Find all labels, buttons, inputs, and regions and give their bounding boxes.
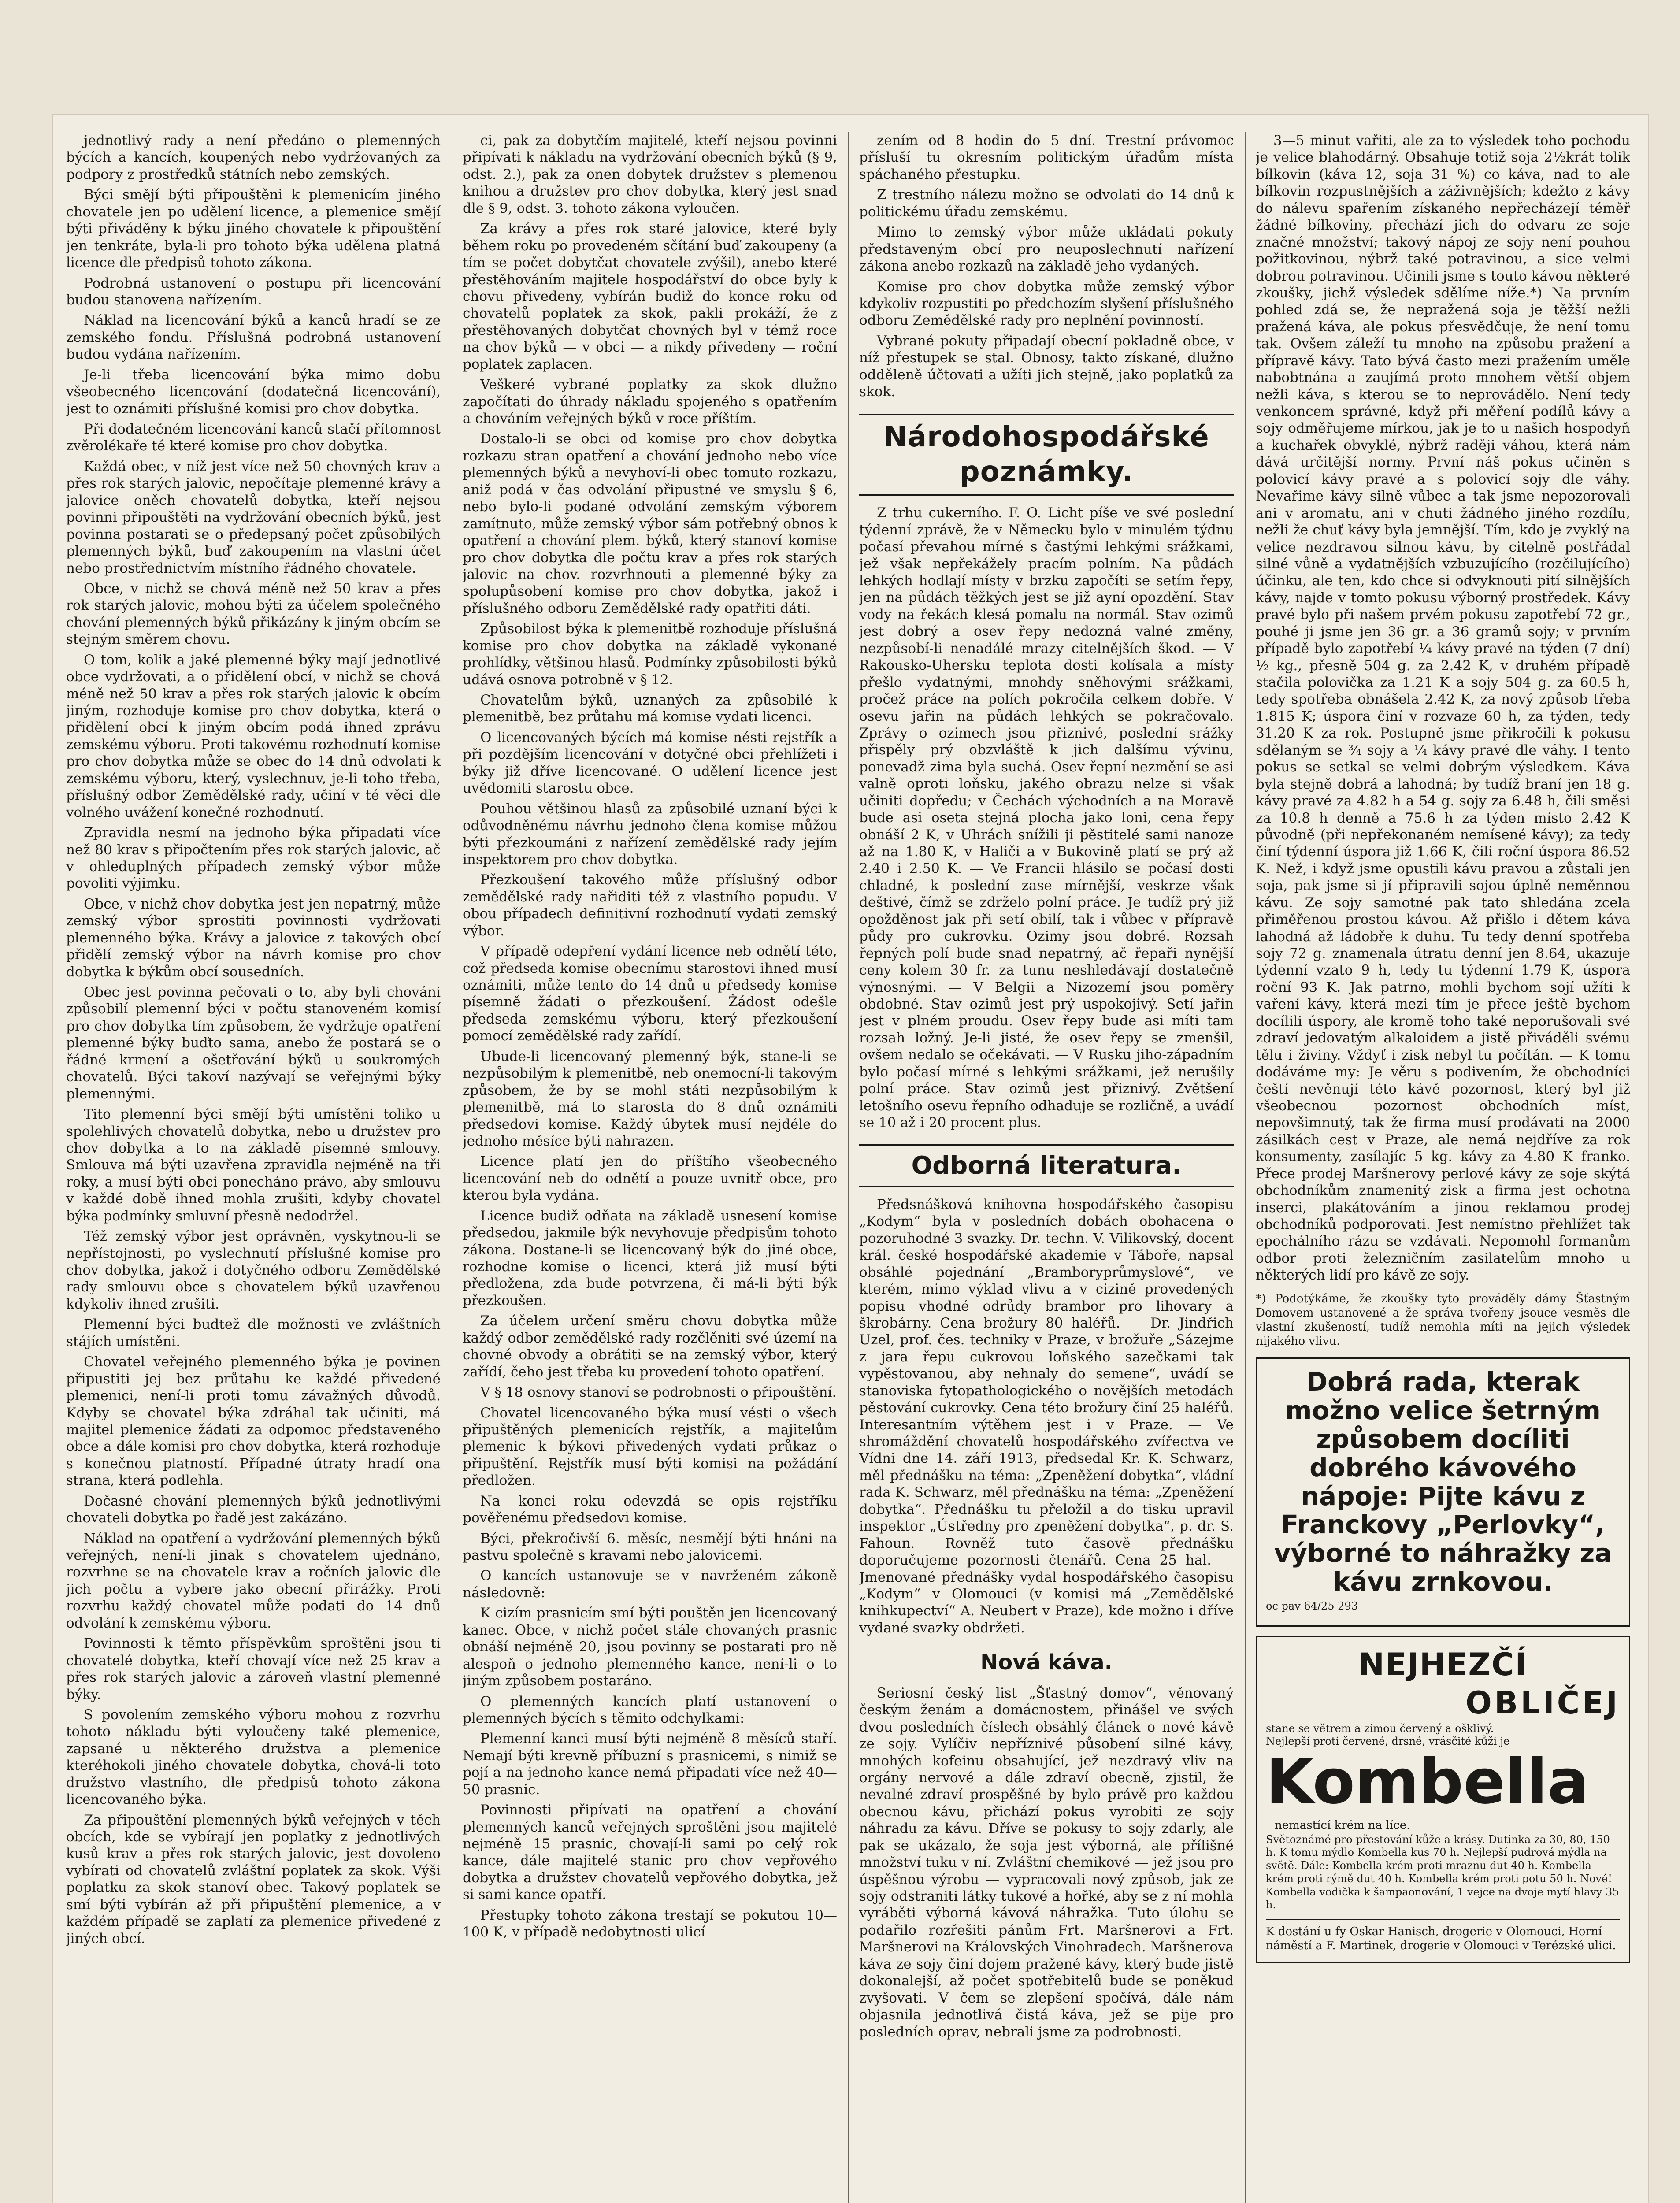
paragraph: Plemenní kanci musí býti nejméně 8 měsíců staří. Nemají býti krevně příbuzní s prasnicemi, s nimiž se pojí a na jednoho kance nemá připadati více než 40—50 prasnic.: [463, 1731, 837, 1798]
paragraph: ci, pak za dobytčím majitelé, kteří nejsou povinni připívati k nákladu na vydržování obecních býků (§ 9, odst. 2.), pak za onen dobytek družstev s plemenou knihou a družstev pro chov dobytka, který jest snad dle § 9, odst. 3. tohoto zákona vyloučen.: [463, 133, 837, 216]
paragraph: Plemenní býci budtež dle možnosti ve zvláštních stájích umístěni.: [66, 1317, 441, 1350]
paragraph: 3—5 minut vařiti, ale za to výsledek toho pochodu je velice blahodárný. Obsahuje totiž soja 2½krát tolik bílkovin (káva 12, soja 31 %) co káva, nad to ale bílkovin rozpustnějších a záživnějších; kdežto z kávy do nálevu spařením získaného nepřecházejí téměř žádné bílkoviny, přechází jich do odvaru ze soje značné množství; takový nápoj ze sojy není pouhou požitkovinou, nýbrž také potravinou, a sice velmi dobrou potravinou. Učinili jsme s touto kávou některé zkoušky, jichž výsledek sdělíme níže.*) Na prvním pohled zdá se, že nepražená soja je těžší nežli pražená káva, ale pokus přesvědčuje, že není tomu tak. Ovšem záleží tu mnoho na způsobu pražení a přípravě kávy. Tato bývá často mezi pražením uměle nabobtnána a zaujímá proto mnohem větší objem nežli káva, s kterou se to neprovádělo. Není tedy venkoncem správné, když při měření podílů kávy a sojy odměřujeme mírkou, jak je to u našich hospodyň a kuchařek obvyklé, nýbrž raději váhou, která nám dává určitější normy. První náš pokus učiněn s polovicí kávy pravé a s polovicí sojy dle váhy. Nevařime kávy silně vůbec a tak jsme nepozorovali ani v aromatu, ani v chuti žádného jiného rozdílu, nežli že chuť kávy byla jemnější. Tím, kdo je zvyklý na velice nezdravou silnou kávu, by citelně postřádal silné vůně a vydatnějších vzbuzujícího (rozčilujícího) účinku, ale ten, kdo chce si odvyknouti pití silnějších kávy, najde v tomto pokusu výborný prostředek. Kávy pravé bylo při našem prvém pokusu zapotřebí 72 gr., pouhé ji jsme jen 36 gr. a 36 gramů sojy; v prvním případě bylo zapotřebí ¼ kávy pravé na týden (7 dní) ½ kg., přesně 504 g. za 2.42 K, v druhém případě stačila polovička za 1.21 K a sojy 504 g. za 60.5 h, tedy spotřeba obnášela 2.42 K, za nový způsob třeba 1.815 K; úspora činí v rozvaze 60 h, za týden, tedy 31.20 K za rok. Postupně jsme přikročili k pokusu sdělaným se ¾ sojy a ¼ kávy pravé dle váhy. I tento pokus se setkal se velmi dobrým výsledkem. Káva byla stejně dobrá a lahodná; by tudíž braní jen 18 g. kávy pravé za 4.82 h a 54 g. sojy za 6.48 h, čili směsi za 10.8 h denně a 75.6 h za týden místo 2.42 K původně (při nepřekonaném nemísené kávy); za tedy činí týdenní úspora již 1.66 K, čili roční úspora 86.52 K. Než, i když jsme opustili kávu pravou a zůstali jen soja, pak jsme si jí připravili sojou úplně neměnnou kávu. Ze sojy samotné pak tato shledána zcela přiměřenou prostou kávou. Až přišlo i dětem káva lahodná až ládobře k duhu. Tu tedy denní spotřeba sojy 72 g. znamenala útratu denní jen 8.64, ukazuje týdenní vzato 9 h, tedy tu týdenní 1.79 K, úspora roční 93 K. Jak patrno, mohli bychom sojí užíti k vaření kávy, která mezi tím je přece ještě bychom docílili úspory, ale kromě toho také neporušovali své zdraví jedovatým alkaloidem a jistě přiváděli svému tělu i živiny. Vždyť i zisk nebyl tu počítán. — K tomu dodáváme my: Je věru s podivením, že obchodníci čeští nevěnují této kávě pozornost, který byl již všeobecnou pozornost obchodních míst, nepovšimnutý, tak že firma musí prodávati na 2000 zásilkách cest v Praze, ale nemá nejdříve za rok konsumenty, zasílajíc 5 kg. kávy za 4.80 K franko. Přece prodej Maršnerovy perlové kávy ze soje skýtá obchodníkům znamenitý zisk a firma jest ochotna inserci, plakátováním a jinou reklamou prodej obchodníků podporovati. Jest nemístno přehlížet tak epochálního rázu se vzdávati. Nepomohl formanům odbor proti železničním zasilatelům mnoho u některých lidí pro kávě ze sojy.: [1256, 133, 1630, 1283]
paragraph: Přestupky tohoto zákona trestají se pokutou 10—100 K, v případě nedobytnosti ulicí: [463, 1907, 837, 1940]
paragraph: Dostalo-li se obci od komise pro chov dobytka rozkazu stran opatření a chování jednoho nebo více plemenných býků a nevyhoví-li obec tomuto rozkazu, aniž podá v čas odvolání připustné ve smyslu § 6, nebo bylo-li podané odvolání zemským výborem zamítnuto, může zemský výbor sám potřebný obnos k opatření a chování plem. býků, který stanoví komise pro chov dobytka dle počtu krav a přes rok starých jalovic na chov. rozvrhnouti a plemenné býky za spolupůsobení komise pro chov dobytka, jakož i příslušného odboru Zemědělské rady opatřiti dáti.: [463, 431, 837, 616]
paragraph: Též zemský výbor jest oprávněn, vyskytnou-li se nepřístojnosti, po vyslechnutí příslušné komise pro chov dobytka, jakož i dotyčného odboru Zemědělské rady smlouvu obce s chovatelem býků uzavřenou kdykoliv ihned zrušiti.: [66, 1228, 441, 1312]
column-4: [1256, 132, 1630, 2203]
paragraph: K cizím prasnicím smí býti pouštěn jen licencovaný kanec. Obce, v nichž počet stále chovaných prasnic obnáší nejméně 20, jsou povinny se postarati pro ně alespoň o jednoho plemenného kance, není-li o to jiným způsobem postaráno.: [463, 1605, 837, 1689]
paragraph: zením od 8 hodin do 5 dní. Trestní právomoc přísluší tu okresním politickým úřadům místa spáchaného přestupku.: [859, 133, 1234, 182]
column-2: [463, 132, 837, 2203]
column-1: [66, 132, 441, 2203]
ad-mark: oc pav 64/25 293: [1266, 1600, 1358, 1613]
paragraph: Za připouštění plemenných býků veřejných v těch obcích, kde se vybírají jen poplatky z jednotlivých kusů krav a přes rok starých jalovic, jest dovoleno vybírati od chovatelů zvláštní poplatek za skok. Výši poplatku za skok stanoví obec. Takový poplatek se smí býti vybírán až při připuštění plemenice, a v každém případě se zaplatí za plemenice přivedené z jiných obcí.: [66, 1812, 441, 1947]
paragraph: Ubude-li licencovaný plemenný býk, stane-li se nezpůsobilým k plemenitbě, neb onemocní-li takovým způsobem, že by se mohl státi nezpůsobilým k plemenitbě, má to starosta do 8 dnů oznámiti předsedovi komise. Každý úbytek musí nejdéle do jednoho měsíce býti nahrazen.: [463, 1048, 837, 1149]
paragraph: O plemenných kancích platí ustanovení o plemenných býcích s těmito odchylkami:: [463, 1693, 837, 1726]
paragraph: Na konci roku odevzdá se opis rejstříku pověřenému předsedovi komise.: [463, 1493, 837, 1526]
paragraph: V případě odepření vydání licence neb odnětí této, což předseda komise obecnímu starostovi ihned musí oznámiti, může tento do 14 dnů u předsedy komise písemně žádati o přezkoušení. Žádost odešle předseda zemskému výboru, který přezkoušení pomocí zemědělské rady zařídí.: [463, 943, 837, 1044]
paragraph: Každá obec, v níž jest více než 50 chovných krav a přes rok starých jalovic, nepočítaje plemenné krávy a jalovice oněch chovatelů dobytka, kteří nejsou povinni připouštěti na vydržování obecních býků, jest povinna postarati se o předepsaný počet způsobilých plemenných býků, buď zakoupením na vlastní účet nebo prostřednictvím místního řádného chovatele.: [66, 458, 441, 576]
paragraph: Předsnášková knihovna hospodářského časopisu „Kodym“ byla v posledních dobách obohacena o pozoruhodné 3 svazky. Dr. techn. V. Vilikovský, docent král. české hospodářské akademie v Táboře, napsal obsáhlé pojednání „Bramboryprůmyslové“, ve kterém, mimo výklad vlivu a v cizině provedených popisu vhodné odrůdy brambor pro lihovary a škrobárny. Cena brožury 80 haléřů. — Dr. Jindřich Uzel, prof. čes. techniky v Praze, v brožuře „Sázejme z jara řepu cukrovou loňského sazečkami tak vypěstovanou, aby nehnaly do semene“, uvádí se stanoviska fytopathologického o novějších metodách pěstování cukrovky. Cena této brožury činí 25 haléřů. Interesantním výtěhem jest i v Praze. — Ve shromáždění chovatelů hospodářského zvířectva ve Vídni dne 14. září 1913, předsedal Kr. K. Schwarz, měl přednášku na téma: „Zpeněžení dobytka“, vládní rada K. Schwarz, měl přednášku na téma: „Zpeněžení dobytka“. Přednášku tu přeložil a do tisku upravil inspektor „Ústředny pro zpeněžení dobytka“, p. dr. S. Fahoun. Rovněž tuto časově přednášku doporučujeme pozornosti čtenářů. Cena 25 hal. — Jmenované přednášky vydal hospodářského časopisu „Kodym“ v Olomouci (v komisi má „Zemědělské knihkupectví“ A. Neubert v Praze), kde možno i dříve vydané svazky obdržeti.: [859, 1196, 1234, 1636]
paragraph: O licencovaných býcích má komise nésti rejstřík a při pozdějším licencování v dotyčné obci přehlížeti i býky již dříve licencované. O udělení licence jest uvědomiti starostu obce.: [463, 729, 837, 797]
paragraph: Z trestního nálezu možno se odvolati do 14 dnů k politickému úřadu zemskému.: [859, 187, 1234, 220]
footnote: *) Podotýkáme, že zkoušky tyto prováděly dámy Šťastným Domovem ustanovené a že správa tvořeny jsouce vesměs dle vlastní zkušeností, tudíž nemohla míti na jejich výsledek nijakého vlivu.: [1256, 1292, 1630, 1348]
paragraph: Býci smějí býti připouštěni k plemenicím jiného chovatele jen po udělení licence, a plemenice smějí býti přiváděny k býku jiného chovatele k připouštění jen tenkráte, byla-li pro tohoto býka udělena platná licence dle předpisů tohoto zákona.: [66, 187, 441, 271]
column-rule: [848, 132, 849, 2203]
paragraph: Povinnosti k těmto příspěvkům sproštěni jsou ti chovatelé dobytka, kteří chovají více než 25 krav a přes rok starých jalovic a zároveň vlastní plemenné býky.: [66, 1636, 441, 1702]
paragraph: Pouhou většinou hlasů za způsobilé uznaní býci k odůvodněnému návrhu jednoho člena komise můžou býti přezkoumáni z nařízení zemědělské rady jejím inspektorem pro chov dobytka.: [463, 801, 837, 868]
ad-dealer: K dostání u fy Oskar Hanisch, drogerie v Olomouci, Horní náměstí a F. Martinek, drogerie v Olomouci v Terézské ulici.: [1266, 1919, 1620, 1953]
paragraph: Z trhu cukerního. F. O. Licht píše ve své poslední týdenní zprávě, že v Německu bylo v minulém týdnu počasí převahou mírné s častými lehkými srážkami, jež však nepřekážely pracím polním. Na půdách lehkých hodlají místy v brzku započíti se setím řepy, jen na půdách těžkých jest se již ayní opozdění. Stav vody na řekách klesá pomalu na normál. Stav ozimů jest dobrý a osev řepy nedozná valné změny, nezpůsobí-li nenadálé mrazy citelnějších škod. — V Rakousko-Uhersku teplota dosti kolísala a místy přešlo vydatnými, mnohdy sněhovými srážkami, pročež práce na polích pokročila celkem dobře. V osevu jařin na půdách lehkých se pokračovalo. Zprávy o ozimech jsou přiznivé, poslední srážky přispěly prý obzvláště k jich dalšímu vývinu, ponevadž zima byla suchá. Osev řepní nezmění se asi valně oproti loňsku, jakého obrazu nelze si však učiniti dopředu; v Čechách východních a na Moravě bude asi oseta stejná plocha jako loni, cena řepy obnáší 2 K, v Uhrách snížili ji pěstitelé sami nanoze až na 1.80 K, v Haliči a v Bukovině platí se prý až 2.40 i 2.50 K. — Ve Francii hlásilo se počasí dosti chladné, k poslední zase mírnější, veskrze však deštivé, čímž se zdrželo polní práce. Je tudíž prý již opožděnost jak při setí obilí, tak i vůbec v přípravě půdy pro cukrovku. Ozimy jsou dobré. Rozsah řepných polí bude snad nepatrný, ač řepaři nynější ceny kolem 30 fr. za tunu neshledávají dostatečně výnosnými. — V Belgii a Nizozemí jsou poměry obdobné. Stav ozimů jest prý uspokojivý. Setí jařin jest v plném proudu. Osev řepy bude asi míti tam rozsah ložný. Je-li jisté, že osev řepy se zmenšil, ovšem nedalo se očekávati. — V Rusku jiho-západním bylo počasí mírné s lehkými srážkami, jež nerušily polní práce. Stav ozimů jest přiznivý. Zvětšení letošního osevu řepního odhaduje se rozličně, a uvádí se 10 až i 20 procent plus.: [859, 505, 1234, 1131]
ad-title-2: OBLIČEJ: [1465, 1684, 1620, 1721]
paragraph: Náklad na opatření a vydržování plemenných býků veřejných, není-li jinak s chovatelem ujednáno, rozvrhne se na chovatele krav a ročních jalovic dle jich počtu a vybere jako obecní přirážky. Proti rozvrhu každý chovatel může podati do 14 dnů odvolání k zemskému výboru.: [66, 1530, 441, 1631]
paragraph: Zpravidla nesmí na jednoho býka připadati více než 80 krav s připočtením přes rok starých jalovic, ač v ohleduplných případech zemský výbor může povoliti výjimku.: [66, 825, 441, 892]
ad-line-2: Nejlepší proti červené, drsné, vrásčité kůži je: [1266, 1735, 1510, 1748]
paragraph: S povolením zemského výboru mohou z rozvrhu tohoto nákladu býti vyloučeny také plemenice, zapsané u některého družstva a plemenice kteréhokoli jiného chovatele dobytka, chová-li toto družstvo vlastního, dle předpisů tohoto zákona licencovaného býka.: [66, 1706, 441, 1808]
paragraph: Podrobná ustanovení o postupu při licencování budou stanovena nařízením.: [66, 275, 441, 308]
ad-kombella: [1256, 1636, 1630, 1963]
paragraph: jednotlivý rady a není předáno o plemenných býcích a kancích, koupených nebo vydržovaných za podpory z prostředků státních nebo zemských.: [66, 133, 441, 182]
paragraph: Za krávy a přes rok staré jalovice, které byly během roku po provedeném sčítání buď zakoupeny (a tím se počet dobytčat chovatele zvýšil), anebo které přestěhováním majitele hospodářství do obce byly k chovu přivedeny, vybírán budiž do konce roku od chovatelů poplatek za skok, pakli prokáží, že z přestěhovaných dobytčat chovných byl v témž roce na chov býků — v obci — a nikdy přivedeny — roční poplatek zaplacen.: [463, 221, 837, 372]
ad-title-1: NEJHEZČÍ: [1358, 1647, 1528, 1683]
paragraph: Veškeré vybrané poplatky za skok dlužno započítati do úhrady nákladu spojeného s opatřením a chováním veřejných býků v roce příštím.: [463, 377, 837, 427]
section-heading-odborna-literatura: Odborná literatura.: [859, 1144, 1234, 1187]
paragraph: O kancích ustanovuje se v navrženém zákoně následovně:: [463, 1568, 837, 1601]
paragraph: Seriosní český list „Šťastný domov“, věnovaný českým ženám a domácnostem, přinášel ve svých dvou posledních číslech obsáhlý článek o nové kávě ze sojy. Vylíčiv nepříznivé působení silné kávy, mnohých kofeinu obsahující, jež nezdravý vliv na orgány nervové a dále zdraví obecně, zjistil, že nevalné zdraví prospěšné by bylo právě pro každou obecnou kávu, přichází pokus vyrobiti ze sojy náhradu za kávu. Dříve se pokusy to sojy zdarly, ale pak se ukázalo, že soja jest výborná, ale přílišné množství tuku v ní. Zvláštní chemikové — jež jsou pro úspěšnou výrobu — vypracovali nový způsob, jak ze sojy odstraniti látky tukové a hořké, aby se z ní mohla vyráběti výborná kávová náhražka. Tuto úlohu se podařilo rozřešiti pánům Frt. Maršnerovi a Frt. Maršnerovi na Královských Vinohradech. Maršnerova káva ze sojy činí dojem pražené kávy, který bude jistě dokonalejší, až počet spotřebitelů bude se poněkud zvyšovati. V čem se zlepšení spočívá, dále nám objasnila jednotlivá čistá káva, jež se pije pro posledních oprav, nebrali jsme za podrobnosti.: [859, 1685, 1234, 2040]
paragraph: O tom, kolik a jaké plemenné býky mají jednotlivé obce vydržovati, a o přidělení obcí, v nichž se chová méně než 50 krav a přes rok starých jalovic k obcím jiným, rozhoduje komise pro chov dobytka, která o přidělení obcí k jiným obcím podá ihned zprávu zemskému výboru. Proti takovému rozhodnutí komise pro chov dobytka může se obec do 14 dnů odvolati k zemskému výboru, který, vyslechnuv, je-li toho třeba, příslušný odbor Zemědělské rady, učiní v té věci dle volného uvážení konečné rozhodnutí.: [66, 652, 441, 820]
paragraph: Chovatelům býků, uznaných za způsobilé k plemenitbě, bez průtahu má komise vydati licenci.: [463, 692, 837, 725]
paragraph: Tito plemenní býci smějí býti umístěni toliko u spolehlivých chovatelů dobytka, nebo u družstev pro chov dobytka a to na základě písemné smlouvy. Smlouva má býti uzavřena zpravidla nejméně na tři roky, a musí býti obci ponecháno právo, aby smlouvu v každé době ihned mohla zrušiti, kdyby chovatel býka podmínky smluvní přesně nedodržel.: [66, 1106, 441, 1224]
column-rule: [1245, 132, 1246, 2203]
paragraph: Obce, v nichž se chová méně než 50 krav a přes rok starých jalovic, mohou býti za účelem společného chování plemenných býků přikázány k jiným obcím se stejným směrem chovu.: [66, 580, 441, 648]
ad-headline: Dobrá rada, kterak možno velice šetrným způsobem docíliti dobrého kávového nápoje: Pijte kávu z Franckovy „Perlovky“, výborné to náhražky za kávu zrnkovou.: [1274, 1366, 1612, 1597]
paragraph: Obec jest povinna pečovati o to, aby byli chováni způsobilí plemenní býci v počtu stanoveném komisí pro chov dobytka tím způsobem, že vydržuje opatření plemenné býky buďto sama, anebo že postará se o řádné krmení a ošetřování býků u soukromých chovatelů. Býci takoví nazývají se veřejnými býky plemennými.: [66, 984, 441, 1102]
paragraph: Vybrané pokuty připadají obecní pokladně obce, v níž přestupek se stal. Obnosy, takto získané, dlužno odděleně účtovati a užíti jich stejně, jako poplatků za skok.: [859, 333, 1234, 400]
paragraph: Licence budiž odňata na základě usnesení komise předsedou, jakmile býk nevyhovuje předpisům tohoto zákona. Dostane-li se licencovaný býk do jiné obce, rozhodne komise o licenci, která již musí býti předložena, zda bude potvrzena, či má-li býti býk přezkoušen.: [463, 1208, 837, 1309]
paragraph: Komise pro chov dobytka může zemský výbor kdykoliv rozpustiti po předchozím slyšení příslušného odboru Zemědělské rady pro neplnění povinností.: [859, 278, 1234, 329]
paragraph: Je-li třeba licencování býka mimo dobu všeobecného licencování (dodatečná licencování), jest to oznámiti příslušné komisi pro chov dobytka.: [66, 367, 441, 417]
brand-logo: Kombella: [1266, 1746, 1589, 1818]
newspaper-page: [53, 115, 1648, 2203]
paragraph: Mimo to zemský výbor může ukládati pokuty představeným obcí pro neuposlechnutí nařízení zákona anebo rozkazů na základě jeho vydaných.: [859, 224, 1234, 274]
section-heading-narodohospodarske: Národohospodářské poznámky.: [859, 414, 1234, 496]
column-3: [859, 132, 1234, 2203]
paragraph: Dočasné chování plemenných býků jednotlivými chovateli dobytka po řadě jest zakázáno.: [66, 1493, 441, 1526]
paragraph: Chovatel veřejného plemenného býka je povinen připustiti jej bez průtahu ke každé přivedené plemenici, není-li proti tomu závažných důvodů. Kdyby se chovatel býka zdráhal tak učiniti, má majitel plemenice žádati za odpomoc představeného obce a dále komisi pro chov dobytka, která rozhoduje s konečnou platností. Případné útraty hradí ona strana, která podlehla.: [66, 1354, 441, 1489]
ad-line-1: stane se větrem a zimou červený a ošklivý.: [1266, 1722, 1494, 1735]
paragraph: Za účelem určení směru chovu dobytka může každý odbor zemědělské rady rozčlěniti své území na chovné obvody a obrátiti se na zemský výbor, který zařídí, čeho jest třeba ku provedení tohoto opatření.: [463, 1313, 837, 1380]
paragraph: Chovatel licencovaného býka musí vésti o všech připuštěných plemenicích rejstřík, a majitelům plemenic k býkovi přivedených vydati průkaz o připuštění. Rejstřík musí býti komisi na požádání předložen.: [463, 1405, 837, 1489]
paragraph: Při dodatečném licencování kanců stačí přítomnost zvěrolékaře té které komise pro chov dobytka.: [66, 421, 441, 454]
brand-note: nemastící krém na líce.: [1275, 1818, 1410, 1832]
ad-franck-coffee: [1256, 1357, 1630, 1627]
paragraph: Povinnosti připívati na opatření a chování plemenných kanců veřejných sproštěni jsou majitelé nejméně 15 prasnic, chovají-li sami po celý rok kance, dále majitelé stanic pro chov vepřového dobytka a družstev chovatelů vepřového dobytka, jež si sami kance opatří.: [463, 1802, 837, 1903]
paragraph: Přezkoušení takového může příslušný odbor zemědělské rady nařiditi též z vlastního popudu. V obou případech definitivní rozhodnutí vydati zemský výbor.: [463, 872, 837, 939]
paragraph: Licence platí jen do příštího všeobecného licencování neb do odnětí a pouze uvnitř obce, pro kterou byla vydána.: [463, 1153, 837, 1204]
paragraph: Náklad na licencování býků a kanců hradí se ze zemského fondu. Příslušná podrobná ustanovení budou vydána nařízením.: [66, 312, 441, 363]
section-heading-nova-kava: Nová káva.: [980, 1650, 1113, 1675]
ad-details: Světoznámé pro přestování kůže a krásy. Dutinka za 30, 80, 150 h. K tomu mýdlo Kombella kus 70 h. Nejlepší pudrová mýdla na světě. Dále: Kombella krém proti mraznu dut 40 h. Kombella krém proti rýmě dut 40 h. Kombella krém proti potu 50 h. Nové! Kombella vodička k šampaonování, 1 vejce na dvoje mytí hlavy 35 h.: [1266, 1833, 1619, 1911]
paragraph: Způsobilost býka k plemenitbě rozhoduje příslušná komise pro chov dobytka na základě vykonané prohlídky, většinou hlasů. Podmínky způsobilosti býků udává osnova potrobně v § 12.: [463, 621, 837, 688]
paragraph: Obce, v nichž chov dobytka jest jen nepatrný, může zemský výbor sprostiti povinnosti vydržovati plemenného býka. Krávy a jalovice z takových obcí přidělí zemský výbor na návrh komise pro chov dobytka k býkům obcí sousedních.: [66, 896, 441, 980]
paragraph: V § 18 osnovy stanoví se podrobnosti o připouštění.: [480, 1384, 837, 1401]
paragraph: Býci, překročivší 6. měsíc, nesmějí býti hnáni na pastvu společně s kravami nebo jalovicemi.: [463, 1530, 837, 1563]
